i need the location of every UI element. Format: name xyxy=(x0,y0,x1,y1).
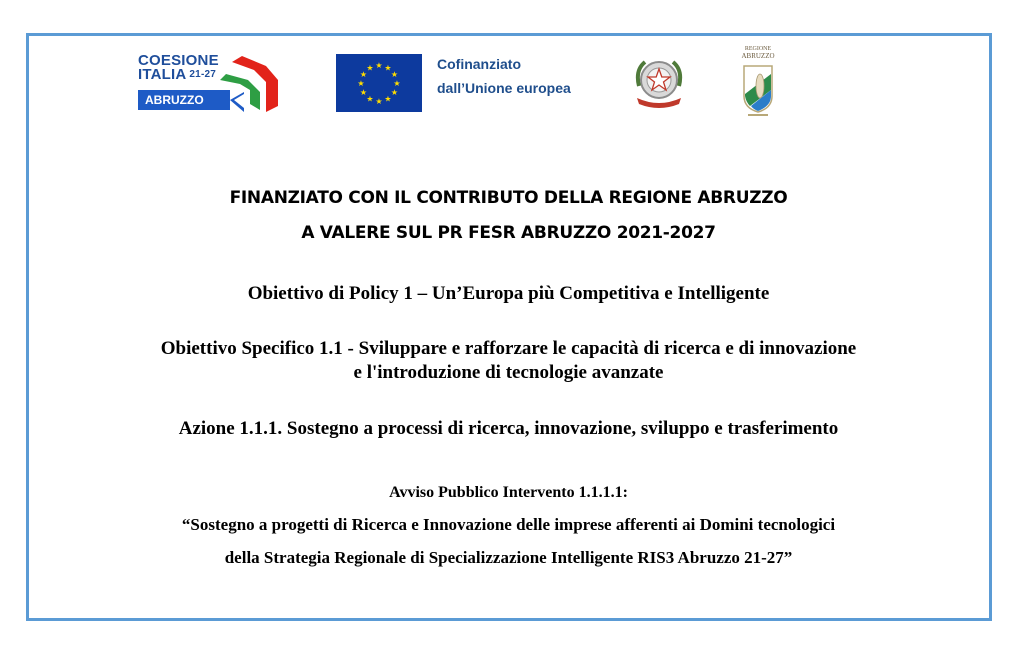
eu-line2: dall’Unione europea xyxy=(437,80,571,96)
svg-text:★: ★ xyxy=(375,97,383,106)
specific-objective-line2: e l'introduzione di tecnologie avanzate xyxy=(353,362,664,383)
svg-text:★: ★ xyxy=(375,61,383,70)
svg-text:★: ★ xyxy=(366,94,374,104)
coesione-italia-logo xyxy=(138,52,280,114)
svg-text:★: ★ xyxy=(357,79,365,88)
svg-text:★: ★ xyxy=(384,94,392,104)
svg-text:★: ★ xyxy=(366,63,374,73)
svg-text:★: ★ xyxy=(390,88,399,97)
notice-line1: “Sostegno a progetti di Ricerca e Innovazione delle imprese afferenti ai Domini tecnologici xyxy=(181,515,836,534)
coesione-chevron-icon xyxy=(220,56,282,114)
svg-text:★: ★ xyxy=(384,63,392,73)
policy-objective: Obiettivo di Policy 1 – Un’Europa più Competitiva e Intelligente xyxy=(247,283,770,304)
coesione-line2 xyxy=(138,66,216,83)
svg-text:★: ★ xyxy=(390,70,399,79)
funding-heading-line2: A VALERE SUL PR FESR ABRUZZO 2021-2027 xyxy=(301,223,716,243)
eu-cofinanced-text xyxy=(437,52,571,100)
coesione-years: 21-27 xyxy=(189,69,216,80)
svg-text:★: ★ xyxy=(359,70,368,79)
svg-text:★: ★ xyxy=(393,79,401,88)
funding-heading-line1: FINANZIATO CON IL CONTRIBUTO DELLA REGIONE ABRUZZO xyxy=(229,188,788,208)
regione-abruzzo-crest-icon xyxy=(738,42,778,123)
logo-header xyxy=(0,0,1017,130)
eu-line1: Cofinanziato xyxy=(437,56,521,72)
italian-republic-emblem-icon xyxy=(633,56,685,117)
svg-text:★: ★ xyxy=(359,88,368,97)
specific-objective-line1: Obiettivo Specifico 1.1 - Sviluppare e rafforzare le capacità di ricerca e di innovazione xyxy=(160,338,857,359)
action-line: Azione 1.1.1. Sostegno a processi di ricerca, innovazione, sviluppo e trasferimento xyxy=(178,418,839,439)
coesione-italia-text: ITALIA xyxy=(138,66,187,83)
eu-flag-icon xyxy=(336,54,422,112)
notice-title: Avviso Pubblico Intervento 1.1.1.1: xyxy=(389,484,628,501)
notice-line2: della Strategia Regionale di Specializzazione Intelligente RIS3 Abruzzo 21-27” xyxy=(224,548,793,567)
coesione-region-bar: ABRUZZO xyxy=(138,90,230,110)
svg-text:REGIONE: REGIONE xyxy=(744,46,772,52)
coesione-line1: COESIONE xyxy=(138,52,219,69)
svg-text:ABRUZZO: ABRUZZO xyxy=(741,52,775,60)
